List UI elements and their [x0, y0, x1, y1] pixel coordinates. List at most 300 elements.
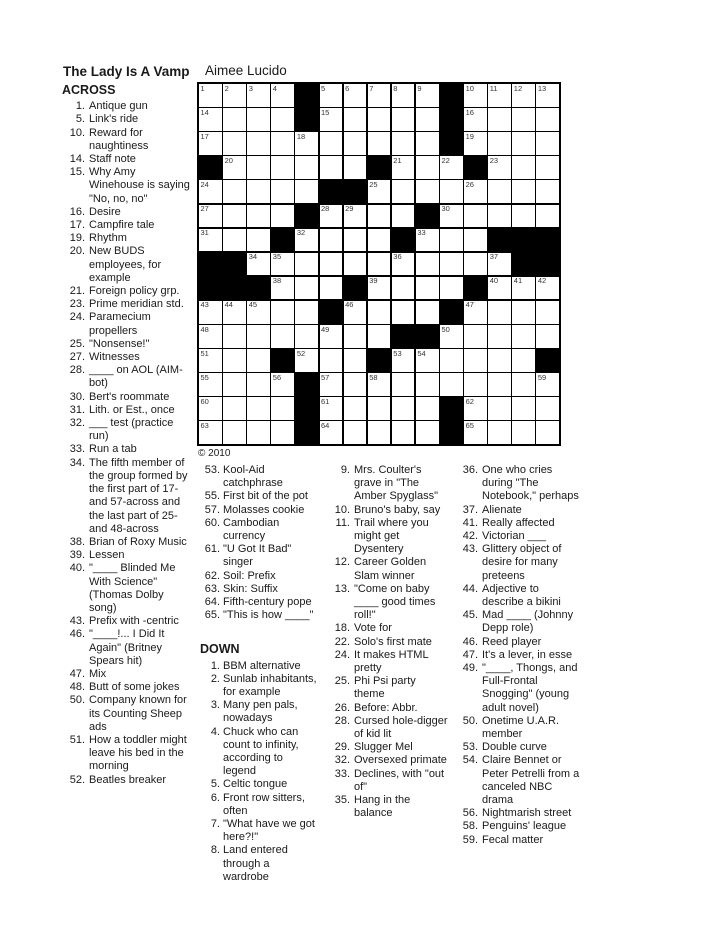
grid-cell[interactable]: [368, 421, 391, 444]
grid-cell[interactable]: [440, 229, 463, 252]
grid-cell[interactable]: [295, 229, 318, 252]
grid-cell[interactable]: [440, 349, 463, 372]
grid-cell[interactable]: [512, 84, 535, 107]
clue-text: Lessen: [89, 549, 125, 562]
clue-item: [462, 662, 581, 715]
grid-cell[interactable]: [199, 180, 222, 203]
grid-cell[interactable]: [368, 229, 391, 252]
grid-cell[interactable]: [223, 132, 246, 155]
grid-cell[interactable]: [416, 277, 439, 300]
grid-cell-black: [440, 397, 463, 420]
grid-cell[interactable]: [488, 421, 511, 444]
clue-number: 45.: [462, 609, 478, 622]
cell-number: 31: [200, 228, 209, 238]
grid-cell[interactable]: [416, 156, 439, 179]
grid-cell[interactable]: [199, 373, 222, 396]
grid-cell[interactable]: [271, 180, 294, 203]
grid-cell[interactable]: [536, 108, 559, 131]
cell-number: 33: [417, 228, 426, 238]
clue-item: [62, 615, 192, 628]
grid-cell[interactable]: [464, 180, 487, 203]
grid-cell[interactable]: [488, 132, 511, 155]
clue-number: 59.: [462, 833, 478, 846]
grid-cell[interactable]: [536, 373, 559, 396]
grid-cell[interactable]: [536, 132, 559, 155]
grid-cell[interactable]: [271, 156, 294, 179]
grid-cell[interactable]: [536, 301, 559, 324]
grid-cell[interactable]: [536, 156, 559, 179]
grid-cell-black: [368, 156, 391, 179]
grid-cell[interactable]: [488, 108, 511, 131]
clue-number: 4.: [210, 725, 220, 738]
clue-text: "What have we got here?!": [223, 818, 315, 844]
grid-cell[interactable]: [536, 180, 559, 203]
grid-cell[interactable]: [199, 108, 222, 131]
grid-cell[interactable]: [488, 84, 511, 107]
grid-cell[interactable]: [223, 156, 246, 179]
cell-number: 46: [345, 300, 354, 310]
grid-cell[interactable]: [247, 156, 270, 179]
grid-cell-black: [392, 325, 415, 348]
grid-cell[interactable]: [199, 132, 222, 155]
grid-cell[interactable]: [223, 373, 246, 396]
clue-text: Paramecium propellers: [89, 311, 151, 337]
grid-cell[interactable]: [440, 156, 463, 179]
clue-number: 62.: [204, 569, 220, 582]
grid-cell[interactable]: [512, 277, 535, 300]
grid-cell[interactable]: [368, 132, 391, 155]
grid-cell[interactable]: [368, 84, 391, 107]
grid-cell[interactable]: [512, 132, 535, 155]
grid-cell[interactable]: [344, 229, 367, 252]
grid-cell[interactable]: [464, 373, 487, 396]
down-clue-list-2: [332, 464, 449, 820]
grid-cell[interactable]: [271, 108, 294, 131]
grid-cell[interactable]: [416, 373, 439, 396]
grid-cell[interactable]: [247, 229, 270, 252]
grid-cell[interactable]: [464, 132, 487, 155]
grid-cell[interactable]: [488, 277, 511, 300]
grid-cell[interactable]: [223, 180, 246, 203]
grid-cell[interactable]: [223, 84, 246, 107]
clue-item: [62, 219, 192, 232]
grid-cell[interactable]: [536, 205, 559, 228]
grid-cell[interactable]: [320, 229, 343, 252]
clue-number: 26.: [334, 701, 350, 714]
grid-cell-black: [416, 325, 439, 348]
crossword-grid[interactable]: [197, 82, 561, 446]
grid-cell[interactable]: [416, 421, 439, 444]
grid-cell[interactable]: [271, 205, 294, 228]
grid-cell[interactable]: [223, 349, 246, 372]
grid-cell[interactable]: [440, 373, 463, 396]
cell-number: 45: [248, 300, 258, 310]
grid-cell[interactable]: [295, 156, 318, 179]
grid-cell[interactable]: [464, 397, 487, 420]
grid-cell[interactable]: [368, 108, 391, 131]
clue-number: 22.: [334, 635, 350, 648]
clue-item: [200, 583, 318, 596]
grid-cell[interactable]: [295, 301, 318, 324]
clue-number: 30.: [69, 390, 85, 403]
grid-cell[interactable]: [199, 421, 222, 444]
clue-number: 43.: [69, 615, 85, 628]
grid-cell[interactable]: [416, 397, 439, 420]
grid-cell[interactable]: [512, 421, 535, 444]
cell-number: 62: [465, 396, 474, 406]
grid-cell[interactable]: [344, 205, 367, 228]
cell-number: 42: [537, 276, 547, 286]
cell-number: 28: [321, 204, 330, 213]
grid-cell[interactable]: [320, 108, 343, 131]
grid-cell[interactable]: [247, 349, 270, 372]
grid-cell[interactable]: [464, 84, 487, 107]
grid-cell[interactable]: [320, 277, 343, 300]
grid-cell[interactable]: [488, 180, 511, 203]
grid-cell[interactable]: [488, 397, 511, 420]
grid-cell[interactable]: [512, 108, 535, 131]
grid-cell[interactable]: [536, 421, 559, 444]
clue-text: Penguins' league: [482, 820, 567, 833]
grid-cell[interactable]: [199, 205, 222, 228]
clue-number: 53.: [462, 741, 478, 754]
clue-number: 25.: [334, 675, 350, 688]
clue-item: [62, 774, 192, 787]
clue-item: [200, 570, 318, 583]
grid-cell[interactable]: [368, 253, 391, 276]
grid-cell[interactable]: [416, 301, 439, 324]
grid-cell[interactable]: [223, 397, 246, 420]
grid-cell[interactable]: [392, 108, 415, 131]
grid-cell[interactable]: [295, 277, 318, 300]
grid-cell[interactable]: [320, 205, 343, 228]
grid-cell[interactable]: [392, 156, 415, 179]
grid-cell[interactable]: [344, 132, 367, 155]
grid-cell[interactable]: [440, 205, 463, 228]
grid-cell[interactable]: [464, 229, 487, 252]
grid-cell[interactable]: [271, 301, 294, 324]
grid-cell-black: [271, 229, 294, 252]
grid-cell[interactable]: [247, 397, 270, 420]
clue-text: Slugger Mel: [354, 741, 413, 754]
grid-cell-black: [295, 205, 318, 228]
grid-cell[interactable]: [223, 229, 246, 252]
grid-cell[interactable]: [320, 397, 343, 420]
grid-cell[interactable]: [223, 325, 246, 348]
grid-cell[interactable]: [295, 180, 318, 203]
grid-cell[interactable]: [344, 397, 367, 420]
grid-cell[interactable]: [247, 132, 270, 155]
grid-cell[interactable]: [368, 325, 391, 348]
clue-item: [200, 818, 318, 844]
grid-cell[interactable]: [464, 205, 487, 228]
grid-cell[interactable]: [368, 180, 391, 203]
grid-cell[interactable]: [295, 325, 318, 348]
cell-number: 7: [369, 83, 374, 93]
grid-cell[interactable]: [512, 349, 535, 372]
grid-cell[interactable]: [344, 84, 367, 107]
grid-cell[interactable]: [271, 397, 294, 420]
grid-cell[interactable]: [368, 301, 391, 324]
grid-cell-black: [368, 349, 391, 372]
grid-cell[interactable]: [320, 349, 343, 372]
grid-cell[interactable]: [247, 253, 270, 276]
cell-number: 44: [224, 300, 233, 310]
grid-cell[interactable]: [488, 325, 511, 348]
grid-cell[interactable]: [488, 373, 511, 396]
clue-text: Run a tab: [89, 443, 137, 456]
grid-cell[interactable]: [392, 277, 415, 300]
grid-cell[interactable]: [247, 325, 270, 348]
grid-cell[interactable]: [320, 132, 343, 155]
grid-cell[interactable]: [464, 108, 487, 131]
grid-cell[interactable]: [392, 132, 415, 155]
clue-text: "____!... I Did It Again" (Britney Spears hit): [89, 628, 165, 667]
clue-text: ___ test (practice run): [89, 417, 174, 443]
grid-cell[interactable]: [512, 180, 535, 203]
grid-cell[interactable]: [199, 325, 222, 348]
grid-cell[interactable]: [320, 156, 343, 179]
grid-cell[interactable]: [344, 108, 367, 131]
grid-cell[interactable]: [247, 108, 270, 131]
cell-number: 12: [513, 83, 523, 93]
clue-number: 5.: [210, 778, 220, 791]
grid-cell[interactable]: [247, 205, 270, 228]
clue-text: It's a lever, in esse: [482, 648, 573, 661]
clue-text: Campfire tale: [89, 219, 155, 232]
grid-cell[interactable]: [392, 205, 415, 228]
grid-cell[interactable]: [488, 253, 511, 276]
grid-cell[interactable]: [247, 373, 270, 396]
grid-cell[interactable]: [199, 397, 222, 420]
clue-number: 63.: [204, 582, 220, 595]
grid-cell[interactable]: [512, 205, 535, 228]
grid-cell[interactable]: [368, 373, 391, 396]
grid-cell[interactable]: [416, 180, 439, 203]
grid-cell[interactable]: [344, 349, 367, 372]
clue-number: 18.: [334, 622, 350, 635]
clue-text: Land entered through a wardrobe: [223, 844, 288, 883]
cell-number: 50: [441, 324, 450, 334]
grid-cell[interactable]: [512, 373, 535, 396]
grid-cell[interactable]: [392, 373, 415, 396]
clue-text: Reed player: [482, 635, 542, 648]
clue-number: 34.: [69, 456, 85, 469]
grid-cell[interactable]: [320, 325, 343, 348]
clue-number: 12.: [334, 556, 350, 569]
grid-cell[interactable]: [416, 253, 439, 276]
clue-item: [200, 673, 318, 699]
clue-item: [62, 113, 192, 126]
clue-number: 52.: [69, 773, 85, 786]
grid-cell[interactable]: [368, 205, 391, 228]
grid-cell[interactable]: [199, 84, 222, 107]
grid-cell[interactable]: [199, 301, 222, 324]
grid-cell[interactable]: [271, 277, 294, 300]
grid-cell[interactable]: [416, 349, 439, 372]
grid-cell[interactable]: [247, 421, 270, 444]
clue-item: [462, 741, 581, 754]
grid-cell[interactable]: [344, 156, 367, 179]
clue-item: [332, 636, 449, 649]
grid-cell[interactable]: [464, 253, 487, 276]
cell-number: 40: [489, 276, 499, 286]
grid-cell[interactable]: [512, 325, 535, 348]
clue-item: [62, 206, 192, 219]
grid-cell[interactable]: [344, 253, 367, 276]
grid-cell[interactable]: [536, 325, 559, 348]
grid-cell[interactable]: [295, 132, 318, 155]
page-header: [63, 63, 287, 81]
clue-number: 10.: [334, 503, 350, 516]
clue-number: 50.: [462, 714, 478, 727]
grid-cell[interactable]: [488, 156, 511, 179]
grid-cell-black: [199, 277, 222, 300]
clue-item: [200, 699, 318, 725]
grid-cell[interactable]: [223, 205, 246, 228]
clue-item: [62, 364, 192, 390]
clue-text: The fifth member of the group formed by the first part of 17- and 57-across and the last part of 25- and 48-across: [89, 456, 188, 535]
clue-text: Witnesses: [89, 351, 140, 364]
clue-text: Molasses cookie: [223, 503, 305, 516]
grid-cell[interactable]: [392, 253, 415, 276]
grid-cell[interactable]: [320, 253, 343, 276]
grid-cell[interactable]: [440, 180, 463, 203]
grid-cell[interactable]: [392, 84, 415, 107]
clue-number: 6.: [210, 791, 220, 804]
grid-cell[interactable]: [416, 132, 439, 155]
clue-number: 9.: [340, 464, 350, 476]
clue-number: 37.: [462, 503, 478, 516]
clue-item: [62, 457, 192, 536]
clue-item: [462, 504, 581, 517]
clue-text: Sunlab inhabitants, for example: [223, 672, 317, 699]
clue-item: [462, 543, 581, 583]
grid-cell[interactable]: [223, 421, 246, 444]
grid-cell[interactable]: [199, 349, 222, 372]
clue-item: [62, 166, 192, 206]
clue-item: [62, 232, 192, 245]
grid-cell[interactable]: [271, 325, 294, 348]
grid-cell[interactable]: [368, 277, 391, 300]
cell-number: 15: [321, 107, 330, 117]
clue-text: Glittery object of desire for many preteens: [482, 543, 562, 582]
clue-text: Fifth-century pope: [223, 596, 312, 609]
grid-cell[interactable]: [464, 349, 487, 372]
grid-cell[interactable]: [295, 349, 318, 372]
grid-cell[interactable]: [320, 421, 343, 444]
cell-number: 37: [489, 252, 499, 262]
cell-number: 5: [321, 83, 326, 93]
grid-cell[interactable]: [320, 373, 343, 396]
grid-cell[interactable]: [512, 397, 535, 420]
clue-text: Career Golden Slam winner: [354, 556, 427, 582]
grid-cell[interactable]: [416, 84, 439, 107]
grid-cell[interactable]: [488, 301, 511, 324]
clue-number: 32.: [334, 754, 350, 767]
grid-cell[interactable]: [392, 349, 415, 372]
grid-cell[interactable]: [464, 301, 487, 324]
grid-cell[interactable]: [392, 180, 415, 203]
cell-number: 23: [489, 155, 499, 165]
grid-cell[interactable]: [271, 421, 294, 444]
grid-cell-black: [440, 421, 463, 444]
grid-cell[interactable]: [392, 301, 415, 324]
cell-number: 30: [441, 204, 450, 213]
grid-cell[interactable]: [247, 84, 270, 107]
grid-cell[interactable]: [368, 397, 391, 420]
clue-number: 57.: [204, 503, 220, 516]
clue-item: [62, 298, 192, 311]
clue-text: Many pen pals, nowadays: [223, 699, 298, 725]
grid-cell[interactable]: [223, 108, 246, 131]
clue-item: [62, 668, 192, 681]
cell-number: 22: [441, 155, 450, 165]
grid-cell[interactable]: [344, 325, 367, 348]
grid-cell[interactable]: [320, 84, 343, 107]
grid-cell[interactable]: [392, 421, 415, 444]
grid-cell[interactable]: [440, 277, 463, 300]
grid-cell[interactable]: [223, 301, 246, 324]
clue-number: 28.: [69, 364, 85, 377]
grid-cell[interactable]: [488, 205, 511, 228]
clue-item: [462, 530, 581, 543]
grid-cell[interactable]: [416, 229, 439, 252]
grid-cell[interactable]: [512, 301, 535, 324]
clue-item: [200, 844, 318, 884]
clue-text: Vote for: [354, 622, 392, 635]
grid-cell[interactable]: [344, 421, 367, 444]
grid-cell-black: [223, 277, 246, 300]
grid-cell[interactable]: [488, 349, 511, 372]
grid-cell[interactable]: [247, 301, 270, 324]
clue-text: Reward for naughtiness: [89, 126, 149, 152]
grid-cell[interactable]: [440, 253, 463, 276]
clue-text: Why Amy Winehouse is saying "No, no, no": [89, 166, 190, 205]
clue-text: First bit of the pot: [223, 490, 308, 503]
grid-cell[interactable]: [440, 325, 463, 348]
grid-cell[interactable]: [464, 421, 487, 444]
grid-cell[interactable]: [464, 325, 487, 348]
clue-item: [200, 660, 318, 673]
clue-item: [62, 338, 192, 351]
grid-cell[interactable]: [416, 108, 439, 131]
grid-cell[interactable]: [536, 397, 559, 420]
grid-cell[interactable]: [295, 253, 318, 276]
grid-cell[interactable]: [199, 229, 222, 252]
grid-cell[interactable]: [271, 253, 294, 276]
grid-cell[interactable]: [536, 84, 559, 107]
grid-cell[interactable]: [344, 373, 367, 396]
grid-cell[interactable]: [344, 301, 367, 324]
clue-text: It makes HTML pretty: [354, 648, 429, 675]
grid-cell[interactable]: [512, 156, 535, 179]
grid-cell[interactable]: [392, 397, 415, 420]
grid-cell[interactable]: [247, 180, 270, 203]
cell-number: 29: [345, 204, 354, 213]
grid-cell[interactable]: [271, 132, 294, 155]
grid-cell[interactable]: [271, 373, 294, 396]
grid-cell[interactable]: [536, 277, 559, 300]
clue-item: [62, 127, 192, 153]
across-clue-list-2: [200, 464, 318, 622]
grid-cell[interactable]: [271, 84, 294, 107]
clue-number: 15.: [69, 166, 85, 179]
cell-number: 34: [248, 252, 258, 262]
grid-cell-black: [536, 229, 559, 252]
clue-number: 53.: [204, 464, 220, 476]
clue-text: Mad ____ (Johnny Depp role): [482, 609, 574, 635]
